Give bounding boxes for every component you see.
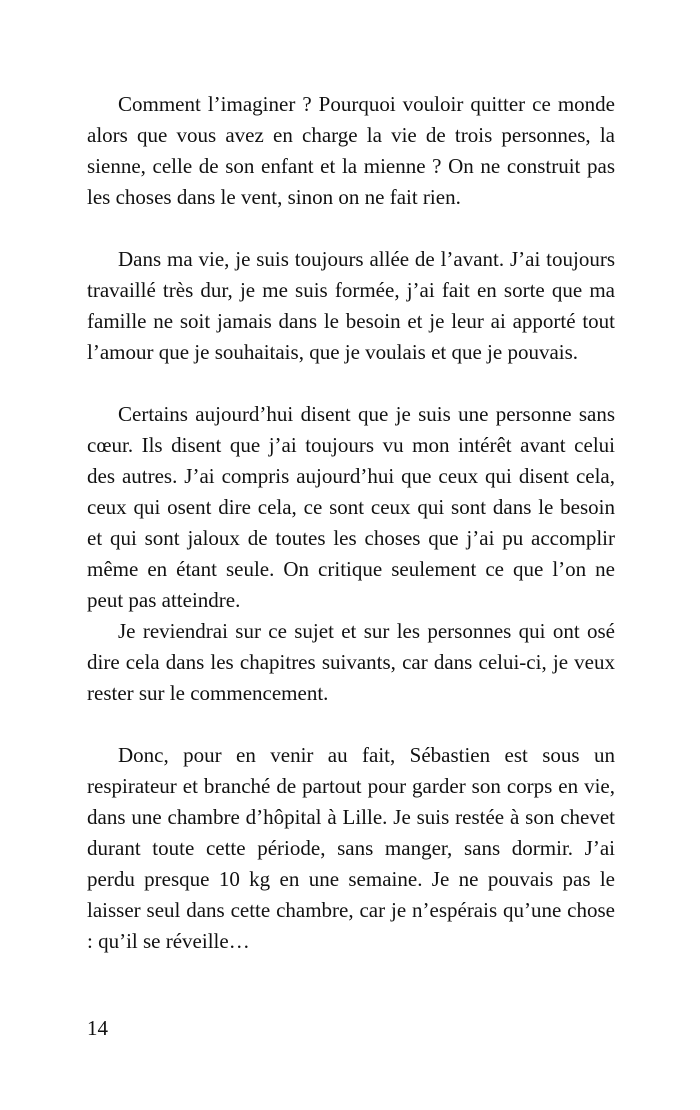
paragraph-2: Dans ma vie, je suis toujours allée de l’avant. J’ai toujours travaillé très dur, je me suis formée, j’ai fait en sorte que ma famille ne soit jamais dans le besoin et je leur ai apporté tout l’amour que je souhaitais, que je voulais et que je pouvais. xyxy=(87,247,615,364)
paragraph-3: Certains aujourd’hui disent que je suis une personne sans cœur. Ils disent que j’ai toujours vu mon intérêt avant celui des autres. J’ai compris aujourd’hui que ceux qui disent cela, ceux qui osent dire cela, ce sont ceux qui sont dans le besoin et qui sont jaloux de toutes les choses que j’ai pu accomplir même en étant seule. On critique seulement ce que l’on ne peut pas atteindre. xyxy=(87,402,615,612)
page-number: 14 xyxy=(87,1016,108,1040)
paragraph-4: Je reviendrai sur ce sujet et sur les personnes qui ont osé dire cela dans les chapitres suivants, car dans celui-ci, je veux rester sur le commencement. xyxy=(87,619,615,705)
paragraph-5: Donc, pour en venir au fait, Sébastien est sous un respirateur et branché de partout pour garder son corps en vie, dans une chambre d’hôpital à Lille. Je suis restée à son chevet durant toute cette période, sans manger, sans dormir. J’ai perdu presque 10 kg en une semaine. Je ne pouvais pas le laisser seul dans cette chambre, car je n’espérais qu’une chose : qu’il se réveille… xyxy=(87,743,615,953)
body-text xyxy=(87,89,615,957)
paragraph-1: Comment l’imaginer ? Pourquoi vouloir quitter ce monde alors que vous avez en charge la vie de trois personnes, la sienne, celle de son enfant et la mienne ? On ne construit pas les choses dans le vent, sinon on ne fait rien. xyxy=(87,92,615,209)
